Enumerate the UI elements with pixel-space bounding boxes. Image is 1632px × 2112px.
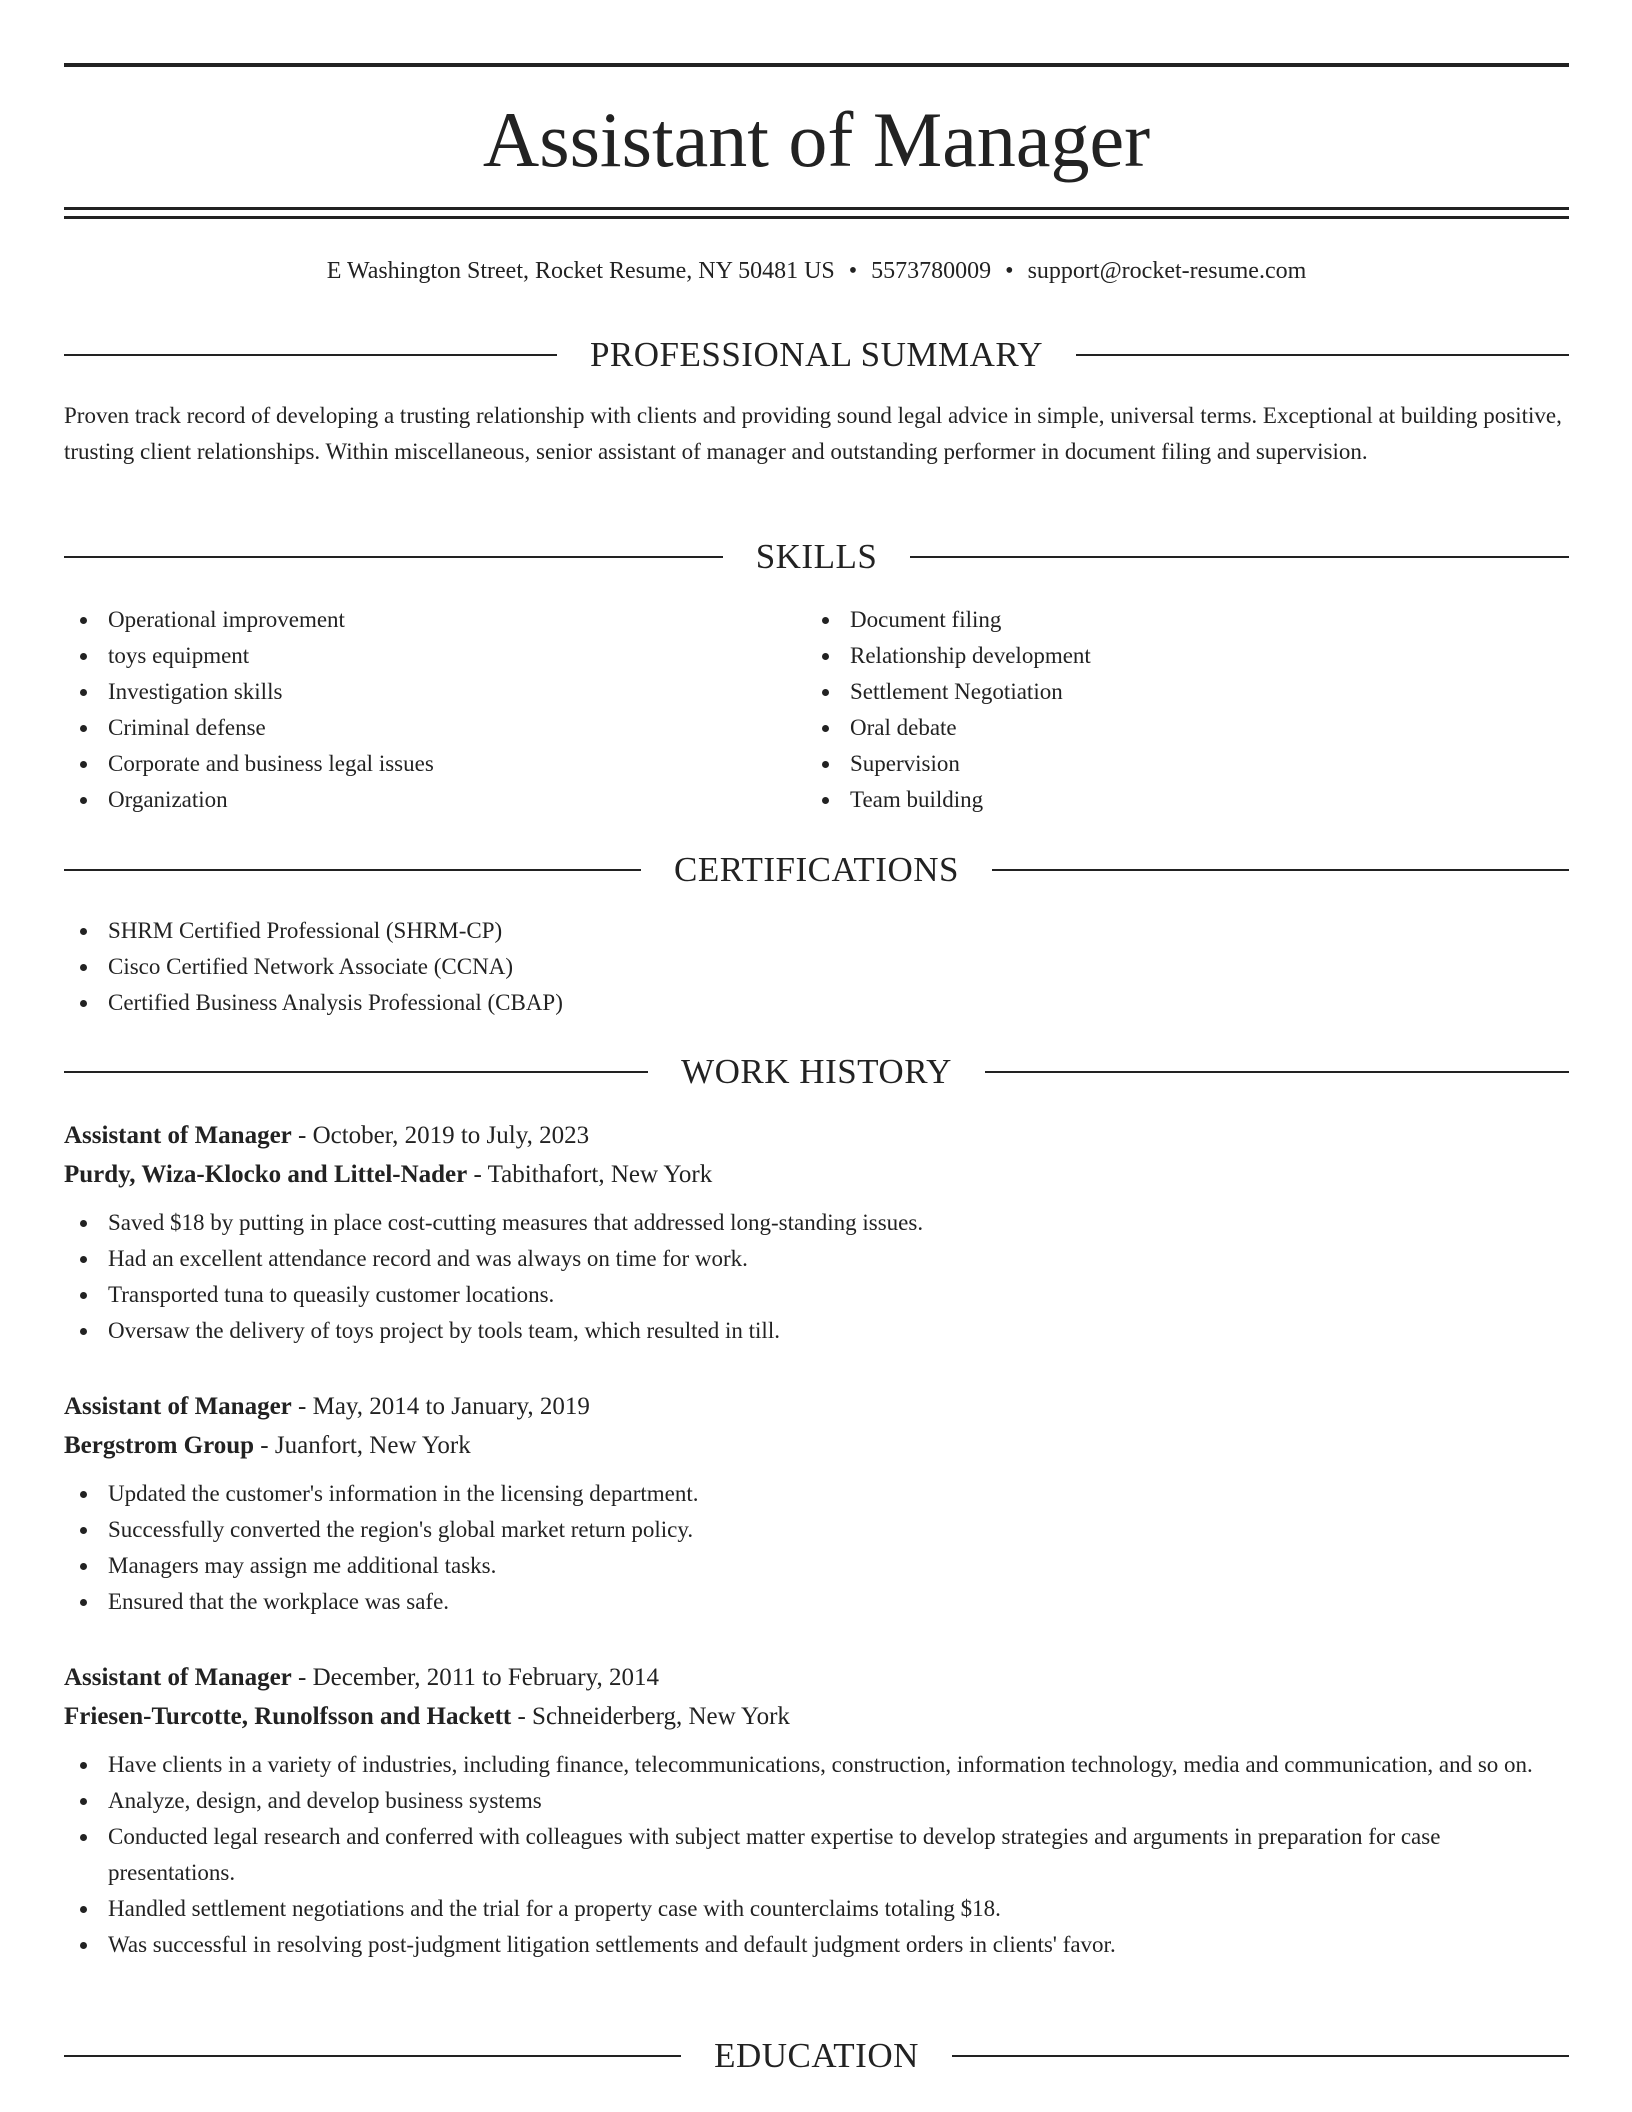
job-company: Purdy, Wiza-Klocko and Littel-Nader [64, 1161, 468, 1188]
resume-name: Assistant of Manager [482, 96, 1151, 183]
job-duty: Oversaw the delivery of toys project by tools team, which resulted in till. [64, 1313, 1569, 1349]
heading-rule [910, 556, 1569, 558]
contact-separator: • [848, 258, 858, 284]
section-title: WORK HISTORY [681, 1052, 952, 1091]
job-company: Friesen-Turcotte, Runolfsson and Hackett [64, 1703, 512, 1730]
job-company-line [64, 1155, 1569, 1194]
job-entry [64, 1116, 1569, 1349]
job-duty: Updated the customer's information in the licensing department. [64, 1476, 1569, 1512]
job-duty: Ensured that the workplace was safe. [64, 1584, 1569, 1620]
section-heading-certifications [64, 848, 1569, 892]
job-title-line [64, 1387, 1569, 1426]
section-heading-work-history [64, 1050, 1569, 1094]
heading-rule [64, 1071, 648, 1073]
certifications-list [64, 913, 1569, 1021]
section-heading-skills [64, 535, 1569, 579]
contact-separator: • [1005, 258, 1014, 284]
job-location: - Juanfort, New York [260, 1432, 471, 1459]
top-rule [64, 63, 1569, 67]
skill-item: toys equipment [64, 638, 764, 674]
heading-rule [1076, 354, 1569, 356]
heading-rule [985, 1071, 1569, 1073]
job-duty: Transported tuna to queasily customer locations. [64, 1277, 1569, 1313]
job-location: - Schneiderberg, New York [517, 1703, 790, 1730]
skill-item: Criminal defense [64, 710, 764, 746]
section-heading-summary [64, 333, 1569, 377]
job-dates: - October, 2019 to July, 2023 [298, 1122, 590, 1149]
job-company-line [64, 1426, 1569, 1465]
job-duty: Saved $18 by putting in place cost-cutting measures that addressed long-standing issues. [64, 1205, 1569, 1241]
section-title: SKILLS [755, 537, 878, 576]
heading-rule [64, 354, 557, 356]
section-title: PROFESSIONAL SUMMARY [589, 335, 1044, 374]
skill-item: Team building [806, 782, 1506, 818]
section-title: CERTIFICATIONS [674, 850, 959, 889]
job-duty: Handled settlement negotiations and the trial for a property case with counterclaims totaling $18. [64, 1891, 1569, 1927]
skill-item: Organization [64, 782, 764, 818]
job-title-line [64, 1116, 1569, 1155]
heading-rule [64, 556, 723, 558]
certification-item: SHRM Certified Professional (SHRM-CP) [64, 913, 1569, 949]
job-title-line [64, 1658, 1569, 1697]
job-title: Assistant of Manager [64, 1393, 292, 1420]
job-duties-list [64, 1205, 1569, 1349]
summary-text: Proven track record of developing a trusting relationship with clients and providing sound legal advice in simple, universal terms. Exceptional at building positive, trusting client relationships. Within miscellaneous, senior assistant of manager and outstanding performer in document filing and supervision. [64, 403, 1562, 464]
section-title: EDUCATION [714, 2036, 919, 2075]
job-dates: - May, 2014 to January, 2019 [298, 1393, 590, 1420]
job-duty: Managers may assign me additional tasks. [64, 1548, 1569, 1584]
skill-item: Oral debate [806, 710, 1506, 746]
job-duty: Analyze, design, and develop business systems [64, 1783, 1569, 1819]
job-company-line [64, 1697, 1569, 1736]
skills-column-left [64, 602, 764, 818]
skill-item: Relationship development [806, 638, 1506, 674]
skills-column-right [806, 602, 1506, 818]
contact-phone: 5573780009 [871, 258, 992, 284]
contact-address: E Washington Street, Rocket Resume, NY 50481 US [326, 258, 835, 284]
skill-item: Corporate and business legal issues [64, 746, 764, 782]
job-duty: Successfully converted the region's global market return policy. [64, 1512, 1569, 1548]
skill-item: Supervision [806, 746, 1506, 782]
certifications-block [64, 913, 1569, 1021]
certification-item: Certified Business Analysis Professional (CBAP) [64, 985, 1569, 1021]
job-entry [64, 1658, 1569, 1963]
job-duty: Have clients in a variety of industries, including finance, telecommunications, construction, information technology, media and communication, and so on. [64, 1747, 1569, 1783]
skill-item: Document filing [806, 602, 1506, 638]
job-dates: - December, 2011 to February, 2014 [298, 1664, 659, 1691]
job-duties-list [64, 1476, 1569, 1620]
certification-item: Cisco Certified Network Associate (CCNA) [64, 949, 1569, 985]
heading-rule [64, 2055, 681, 2057]
job-duty: Conducted legal research and conferred with colleagues with subject matter expertise to develop strategies and arguments in preparation for case presentations. [64, 1819, 1569, 1891]
heading-rule [64, 869, 641, 871]
job-location: - Tabithafort, New York [473, 1161, 713, 1188]
job-title: Assistant of Manager [64, 1664, 292, 1691]
skills-list [64, 602, 764, 818]
skill-item: Settlement Negotiation [806, 674, 1506, 710]
section-heading-education [64, 2034, 1569, 2078]
skill-item: Investigation skills [64, 674, 764, 710]
skill-item: Operational improvement [64, 602, 764, 638]
job-company: Bergstrom Group [64, 1432, 255, 1459]
job-title: Assistant of Manager [64, 1122, 292, 1149]
contact-line [64, 254, 1569, 288]
heading-rule [992, 869, 1569, 871]
job-duty: Was successful in resolving post-judgment litigation settlements and default judgment orders in clients' favor. [64, 1927, 1569, 1963]
skills-list [806, 602, 1506, 818]
contact-email: support@rocket-resume.com [1027, 258, 1307, 284]
job-duties-list [64, 1747, 1569, 1963]
double-rule [64, 207, 1569, 219]
job-entry [64, 1387, 1569, 1620]
heading-rule [952, 2055, 1569, 2057]
job-duty: Had an excellent attendance record and was always on time for work. [64, 1241, 1569, 1277]
